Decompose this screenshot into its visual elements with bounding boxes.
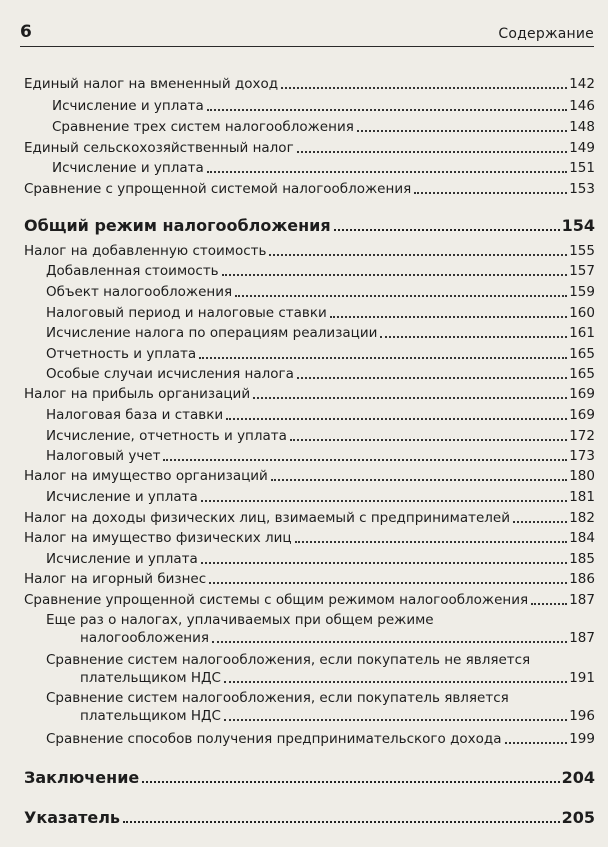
toc-entry-page: 149 [569, 140, 595, 156]
toc-entry-page: 159 [569, 284, 595, 300]
leader-dots [290, 438, 567, 441]
toc-entry-page: 157 [569, 263, 595, 279]
leader-dots [212, 640, 567, 643]
toc-entry[interactable] [24, 243, 595, 260]
leader-dots [281, 86, 567, 89]
leader-dots [207, 108, 567, 111]
toc-entry-title: Исчисление и уплата [52, 98, 204, 114]
toc-entry[interactable] [80, 630, 595, 647]
toc-chapter-page: 204 [561, 768, 595, 787]
leader-dots [123, 820, 560, 823]
toc-entry-title-line2: плательщиком НДС [80, 708, 221, 724]
toc-entry-title: Налог на имущество физических лиц [24, 530, 292, 546]
toc-chapter[interactable] [24, 216, 595, 236]
toc-entry-title: Объект налогообложения [46, 284, 233, 300]
toc-entry-page: 155 [569, 243, 595, 259]
toc-entry[interactable] [46, 489, 595, 506]
toc-chapter[interactable] [24, 808, 595, 828]
toc-entry[interactable] [80, 670, 595, 687]
toc-entry[interactable] [46, 263, 595, 280]
toc-entry-page: 142 [569, 76, 595, 92]
toc-entry-title-line2: налогообложения [80, 630, 210, 646]
toc-entry[interactable] [24, 386, 595, 403]
toc-entry[interactable] [46, 305, 595, 322]
toc-entry-page: 185 [569, 551, 595, 567]
toc-entry-title: Налоговый период и налоговые ставки [46, 305, 327, 321]
leader-dots [505, 741, 568, 744]
toc-entry-title: Отчетность и уплата [46, 346, 197, 362]
toc-entry-page: 186 [569, 571, 595, 587]
toc-entry-title: Исчисление и уплата [46, 489, 198, 505]
toc-entry[interactable] [46, 731, 595, 748]
toc-entry-title: Добавленная стоимость [46, 263, 219, 279]
leader-dots [222, 273, 568, 276]
toc-entry-title-line2: плательщиком НДС [80, 670, 221, 686]
toc-entry-title: Единый налог на вмененный доход [24, 76, 279, 92]
toc-entry[interactable] [46, 448, 595, 465]
toc-entry[interactable] [46, 366, 595, 383]
leader-dots [380, 335, 567, 338]
toc-entry[interactable] [52, 98, 595, 115]
leader-dots [414, 191, 567, 194]
toc-entry-title: Налоговая база и ставки [46, 407, 224, 423]
toc-entry-title: Налог на игорный бизнес [24, 571, 207, 587]
leader-dots [201, 561, 567, 564]
toc-entry-page: 153 [569, 181, 595, 197]
leader-dots [330, 315, 567, 318]
toc-entry-title: Налог на имущество организаций [24, 468, 268, 484]
leader-dots [201, 499, 567, 502]
toc-entry-page: 173 [569, 448, 595, 464]
leader-dots [513, 520, 567, 523]
toc-chapter-title: Заключение [24, 768, 140, 787]
toc-entry-page: 184 [569, 530, 595, 546]
toc-chapter-title: Указатель [24, 808, 121, 827]
toc-entry-title: Налог на доходы физических лиц, взимаемый с предпринимателей [24, 510, 510, 526]
toc-entry[interactable] [46, 551, 595, 568]
leader-dots [357, 129, 567, 132]
leader-dots [271, 478, 567, 481]
toc-entry-title: Сравнение упрощенной системы с общим режимом налогообложения [24, 592, 529, 608]
toc-entry-title: Налог на добавленную стоимость [24, 243, 267, 259]
toc-entry[interactable] [46, 284, 595, 301]
leader-dots [297, 376, 567, 379]
toc-entry-title: Сравнение трех систем налогообложения [52, 119, 354, 135]
toc-entry-page: 146 [569, 98, 595, 114]
toc-chapter[interactable] [24, 768, 595, 788]
toc-entry-title: Особые случаи исчисления налога [46, 366, 294, 382]
toc-entry-page: 199 [569, 731, 595, 747]
toc-entry-page: 172 [569, 428, 595, 444]
toc-entry-page: 182 [569, 510, 595, 526]
leader-dots [224, 680, 567, 683]
toc-chapter-title: Общий режим налогообложения [24, 216, 331, 235]
page-number: 6 [20, 22, 32, 42]
toc-entry[interactable] [24, 468, 595, 485]
toc-entry-page: 187 [569, 630, 595, 646]
toc-entry[interactable] [52, 160, 595, 177]
toc-entry[interactable] [24, 510, 595, 527]
leader-dots [334, 228, 560, 231]
toc-entry-title: Сравнение способов получения предпринимательского дохода [46, 731, 502, 747]
toc-entry-page: 165 [569, 366, 595, 382]
toc-entry-title: Исчисление, отчетность и уплата [46, 428, 287, 444]
toc-chapter-page: 205 [561, 808, 595, 827]
toc-entry-title-line1: Сравнение систем налогообложения, если покупатель не является [46, 652, 531, 668]
toc-entry[interactable] [52, 119, 595, 136]
toc-entry[interactable] [24, 571, 595, 588]
toc-entry[interactable] [24, 181, 595, 198]
toc-entry[interactable] [80, 708, 595, 725]
leader-dots [253, 396, 567, 399]
toc-entry[interactable] [46, 407, 595, 424]
toc-entry-title: Налоговый учет [46, 448, 161, 464]
leader-dots [224, 718, 567, 721]
leader-dots [297, 150, 568, 153]
toc-entry-title: Исчисление налога по операциям реализации [46, 325, 378, 341]
toc-entry[interactable] [24, 530, 595, 547]
leader-dots [269, 253, 567, 256]
toc-entry-page: 160 [569, 305, 595, 321]
toc-entry[interactable] [24, 76, 595, 93]
toc-entry-title: Исчисление и уплата [52, 160, 204, 176]
leader-dots [209, 581, 567, 584]
toc-entry[interactable] [24, 592, 595, 609]
leader-dots [295, 540, 568, 543]
leader-dots [142, 780, 559, 783]
toc-entry-title: Исчисление и уплата [46, 551, 198, 567]
toc-entry[interactable] [24, 140, 595, 157]
toc-entry-page: 181 [569, 489, 595, 505]
toc-entry-title: Сравнение с упрощенной системой налогообложения [24, 181, 412, 197]
toc-chapter-page: 154 [561, 216, 595, 235]
toc-entry-page: 169 [569, 407, 595, 423]
toc-entry-title-line1: Сравнение систем налогообложения, если покупатель является [46, 690, 509, 706]
leader-dots [207, 170, 567, 173]
toc-entry-page: 148 [569, 119, 595, 135]
toc-entry-title-line1: Еще раз о налогах, уплачиваемых при общем режиме [46, 612, 434, 628]
leader-dots [199, 356, 567, 359]
toc-entry-page: 187 [569, 592, 595, 608]
toc-entry-page: 161 [569, 325, 595, 341]
leader-dots [163, 458, 567, 461]
toc-entry-title: Единый сельскохозяйственный налог [24, 140, 294, 156]
leader-dots [531, 602, 567, 605]
toc-entry-page: 169 [569, 386, 595, 402]
leader-dots [226, 417, 567, 420]
toc-entry-page: 191 [569, 670, 595, 686]
leader-dots [235, 294, 567, 297]
toc-entry-page: 196 [569, 708, 595, 724]
toc-entry-title: Налог на прибыль организаций [24, 386, 251, 402]
toc-entry-page: 151 [569, 160, 595, 176]
toc-entry[interactable] [46, 346, 595, 363]
toc-entry-page: 165 [569, 346, 595, 362]
toc-entry[interactable] [46, 428, 595, 445]
toc-entry[interactable] [46, 325, 595, 342]
running-title: Содержание [498, 26, 594, 42]
page-header [20, 22, 594, 47]
toc-entry-page: 180 [569, 468, 595, 484]
